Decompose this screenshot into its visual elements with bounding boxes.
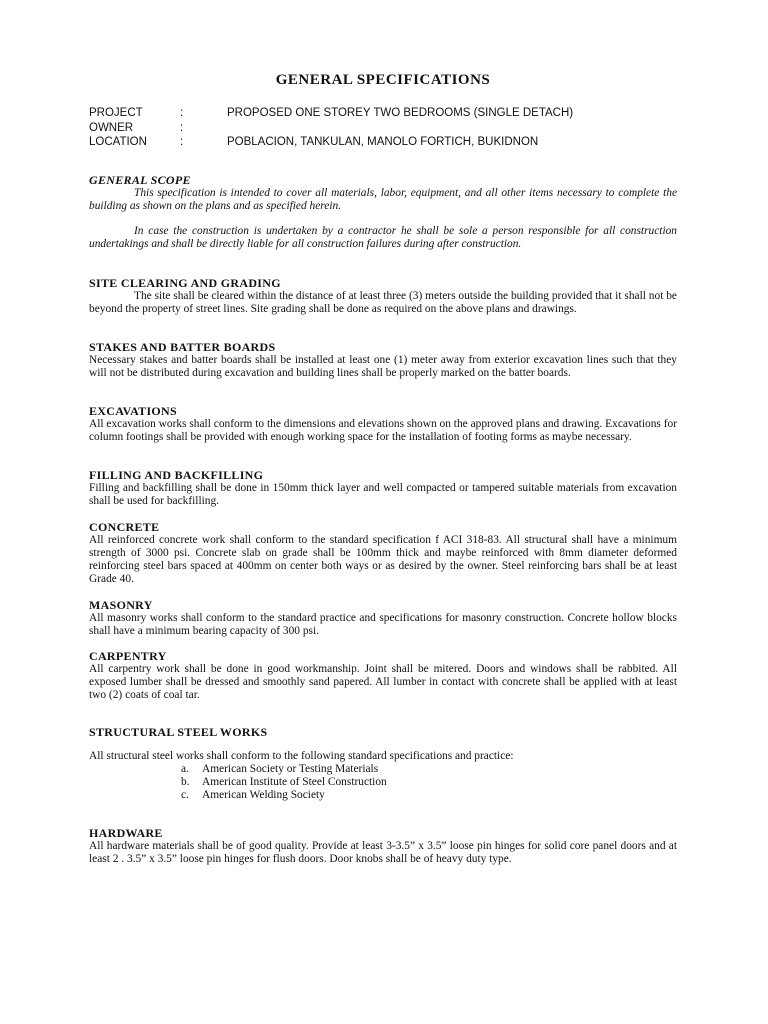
info-label: LOCATION <box>89 136 147 148</box>
section-structural-steel <box>89 725 677 802</box>
section-heading: STRUCTURAL STEEL WORKS <box>89 725 268 739</box>
list-item <box>89 763 677 776</box>
standards-list <box>89 763 677 802</box>
info-row-owner <box>89 121 677 136</box>
section-heading: FILLING AND BACKFILLING <box>89 468 264 482</box>
section-paragraph: In case the construction is undertaken by a contractor he shall be sole a person responsible for all construction undertakings and shall be directly liable for all construction failures during after construction. <box>89 225 677 250</box>
section-heading: CARPENTRY <box>89 649 167 663</box>
section-paragraph: All structural steel works shall conform to the following standard specifications and practice: <box>89 750 514 762</box>
info-row-project <box>89 106 677 121</box>
section-filling <box>89 468 677 508</box>
section-paragraph: The site shall be cleared within the distance of at least three (3) meters outside the building provided that it shall not be beyond the property of street lines. Site grading shall be done as required on the above plans and drawings. <box>89 290 677 315</box>
section-paragraph: Necessary stakes and batter boards shall be installed at least one (1) meter away from exterior excavation lines such that they will not be distributed during excavation and building lines shall be properly marked on the batter boards. <box>89 354 677 379</box>
section-paragraph: Filling and backfilling shall be done in 150mm thick layer and well compacted or tampered suitable materials from excavation shall be used for backfilling. <box>89 482 677 507</box>
list-item-text: American Institute of Steel Construction <box>202 776 387 788</box>
info-colon: : <box>180 136 184 148</box>
list-item <box>89 789 677 802</box>
list-item-text: American Welding Society <box>202 789 325 801</box>
section-paragraph: All masonry works shall conform to the standard practice and specifications for masonry construction. Concrete hollow blocks shall have a minimum bearing capacity of 300 psi. <box>89 612 677 637</box>
document-title: GENERAL SPECIFICATIONS <box>275 72 491 88</box>
section-site-clearing <box>89 276 677 316</box>
section-paragraph: All reinforced concrete work shall conform to the standard specification f ACI 318-83. All structural shall have a minimum strength of 3000 psi. Concrete slab on grade shall be 100mm thick and maybe reinforced with 8mm diameter deformed reinforcing steel bars spaced at 400mm on center both ways or as desired by the owner. Steel reinforcing bars shall be at least Grade 40. <box>89 534 677 585</box>
list-marker: c. <box>181 789 189 801</box>
section-general-scope <box>89 173 677 251</box>
section-paragraph: All carpentry work shall be done in good workmanship. Joint shall be mitered. Doors and windows shall be rabbited. All exposed lumber shall be dressed and smoothly sand papered. All lumber in contact with concrete shall be applied with at least two (2) coats of coal tar. <box>89 663 677 701</box>
section-heading: MASONRY <box>89 598 153 612</box>
section-excavations <box>89 404 677 444</box>
section-paragraph: All excavation works shall conform to the dimensions and elevations shown on the approved plans and drawing. Excavations for column footings shall be provided with enough working space for the installation of footing forms as maybe necessary. <box>89 418 677 443</box>
list-item <box>89 776 677 789</box>
info-colon: : <box>180 121 184 134</box>
info-value: PROPOSED ONE STOREY TWO BEDROOMS (SINGLE DETACH) <box>227 107 574 119</box>
section-hardware <box>89 826 677 866</box>
section-heading: CONCRETE <box>89 520 160 534</box>
section-heading: STAKES AND BATTER BOARDS <box>89 340 276 354</box>
section-concrete <box>89 520 677 586</box>
list-item-text: American Society or Testing Materials <box>202 763 379 775</box>
list-marker: a. <box>181 763 189 775</box>
info-row-location <box>89 135 677 150</box>
section-paragraph: This specification is intended to cover all materials, labor, equipment, and all other items necessary to complete the building as shown on the plans and as specified herein. <box>89 187 677 212</box>
info-value: POBLACION, TANKULAN, MANOLO FORTICH, BUKIDNON <box>227 136 539 148</box>
section-paragraph: All hardware materials shall be of good quality. Provide at least 3-3.5” x 3.5” loose pin hinges for solid core panel doors and at least 2 . 3.5” x 3.5” loose pin hinges for flush doors. Door knobs shall be of heavy duty type. <box>89 840 677 865</box>
section-carpentry <box>89 649 677 702</box>
section-heading: GENERAL SCOPE <box>89 173 191 187</box>
project-info <box>89 106 677 150</box>
info-colon: : <box>180 107 184 119</box>
list-marker: b. <box>181 776 190 788</box>
section-heading: EXCAVATIONS <box>89 404 177 418</box>
section-stakes <box>89 340 677 380</box>
section-masonry <box>89 598 677 638</box>
section-heading: SITE CLEARING AND GRADING <box>89 276 281 290</box>
section-heading: HARDWARE <box>89 826 163 840</box>
info-label: OWNER <box>89 121 134 134</box>
info-label: PROJECT <box>89 107 143 119</box>
